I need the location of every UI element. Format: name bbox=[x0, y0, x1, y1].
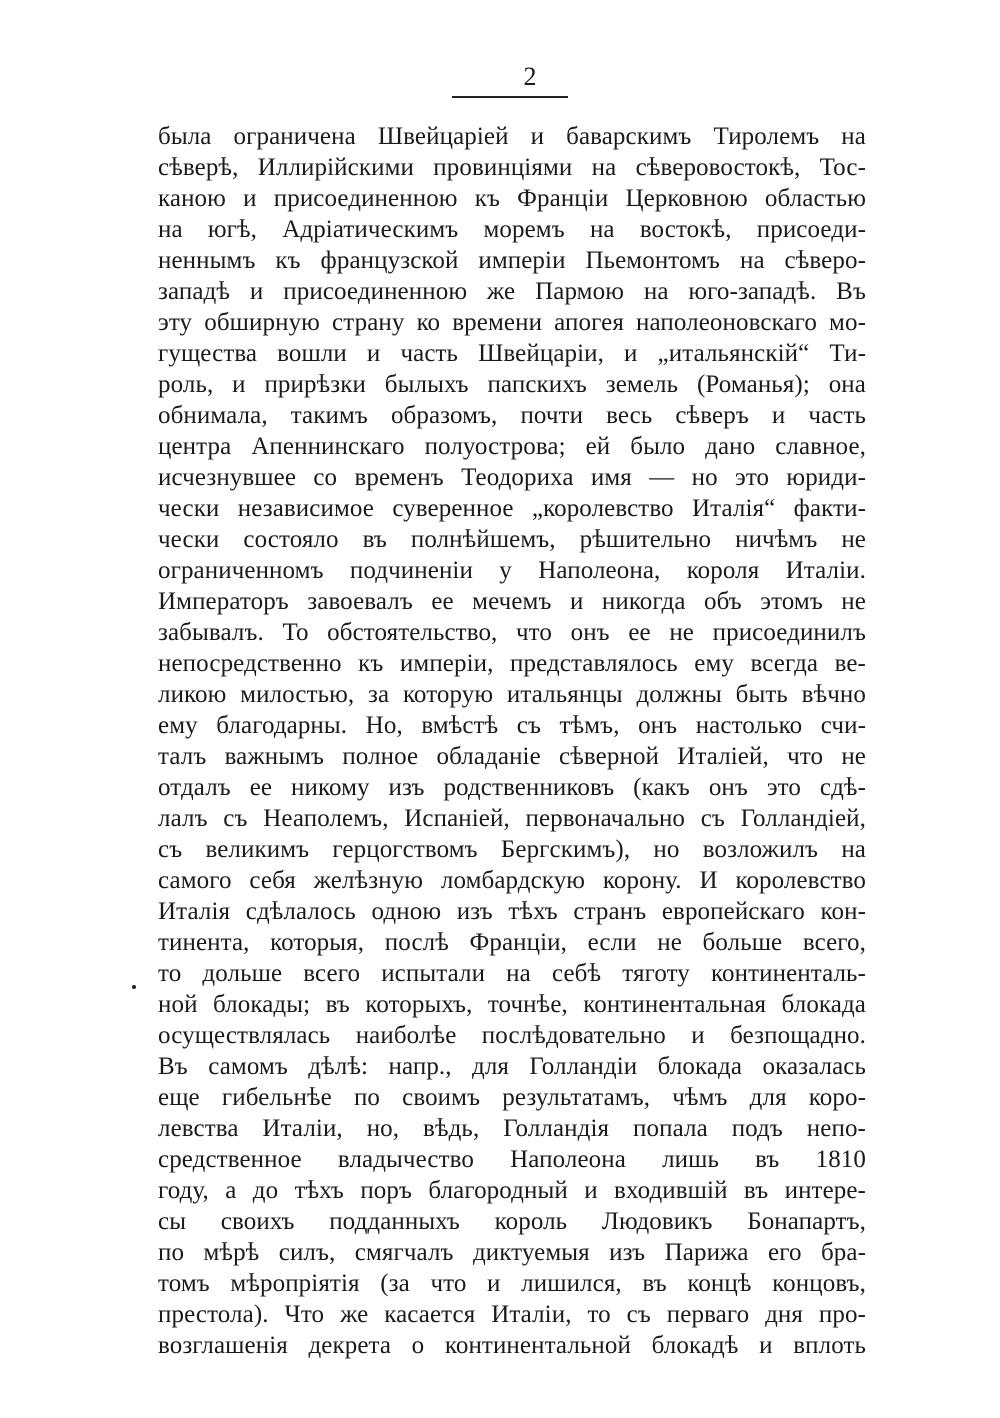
text-line: съ великимъ герцогствомъ Бергскимъ), но возложилъ на bbox=[158, 836, 866, 863]
text-line: осуществлялась наиболѣе послѣдовательно и безпощадно. bbox=[158, 1022, 866, 1049]
text-line: была ограничена Швейцаріей и баварскимъ Тиролемъ на bbox=[158, 123, 866, 150]
page-number-rule bbox=[452, 96, 568, 98]
text-line: то дольше всего испытали на себѣ тяготу континенталь- bbox=[158, 960, 866, 987]
text-line: обнимала, такимъ образомъ, почти весь сѣверъ и часть bbox=[158, 402, 866, 429]
text-line: сѣверѣ, Иллирійскими провинціями на сѣверовостокѣ, Тос- bbox=[158, 154, 866, 181]
text-line: Въ самомъ дѣлѣ: напр., для Голландіи блокада оказалась bbox=[158, 1053, 866, 1080]
text-line: центра Апеннинскаго полуострова; ей было дано славное, bbox=[158, 433, 866, 460]
text-line: самого себя желѣзную ломбардскую корону. И королевство bbox=[158, 867, 866, 894]
text-line: неннымъ къ французской имперіи Пьемонтомъ на сѣверо- bbox=[158, 247, 866, 274]
text-line: еще гибельнѣе по своимъ результатамъ, чѣмъ для коро- bbox=[158, 1084, 866, 1111]
text-line: по мѣрѣ силъ, смягчалъ диктуемыя изъ Парижа его бра- bbox=[158, 1239, 866, 1266]
text-line: западѣ и присоединенною же Пармою на юго-западѣ. Въ bbox=[158, 278, 866, 305]
text-line: левства Италіи, но, вѣдь, Голландія попала подъ непо- bbox=[158, 1115, 866, 1142]
text-line: Италія сдѣлалось одною изъ тѣхъ странъ европейскаго кон- bbox=[158, 898, 866, 925]
text-line: Императоръ завоевалъ ее мечемъ и никогда объ этомъ не bbox=[158, 588, 866, 615]
margin-dot bbox=[132, 985, 136, 989]
text-line: средственное владычество Наполеона лишь въ 1810 bbox=[158, 1146, 866, 1173]
text-line: чески независимое суверенное „королевство Италія“ факти- bbox=[158, 495, 866, 522]
text-line: забывалъ. То обстоятельство, что онъ ее не присоединилъ bbox=[158, 619, 866, 646]
text-line: тинента, которыя, послѣ Франціи, если не больше всего, bbox=[158, 929, 866, 956]
text-line: эту обширную страну ко времени апогея наполеоновскаго мо- bbox=[158, 309, 866, 336]
text-line: томъ мѣропріятія (за что и лишился, въ концѣ концовъ, bbox=[158, 1270, 866, 1297]
text-line: отдалъ ее никому изъ родственниковъ (какъ онъ это сдѣ- bbox=[158, 774, 866, 801]
text-line: ликою милостью, за которую итальянцы должны быть вѣчно bbox=[158, 681, 866, 708]
text-line: лалъ съ Неаполемъ, Испаніей, первоначально съ Голландіей, bbox=[158, 805, 866, 832]
text-line: каною и присоединенною къ Франціи Церковною областью bbox=[158, 185, 866, 212]
page-number: 2 bbox=[523, 62, 537, 91]
text-line: престола). Что же касается Италіи, то съ перваго дня про- bbox=[158, 1301, 866, 1328]
body-text bbox=[158, 121, 866, 1361]
text-line: ной блокады; въ которыхъ, точнѣе, континентальная блокада bbox=[158, 991, 866, 1018]
text-line: ему благодарны. Но, вмѣстѣ съ тѣмъ, онъ настолько счи- bbox=[158, 712, 866, 739]
text-line: гущества вошли и часть Швейцаріи, и „итальянскій“ Ти- bbox=[158, 340, 866, 367]
text-line: году, а до тѣхъ поръ благородный и входившій въ интере- bbox=[158, 1177, 866, 1204]
text-line: непосредственно къ имперіи, представлялось ему всегда ве- bbox=[158, 650, 866, 677]
text-line: исчезнувшее со временъ Теодориха имя — но это юриди- bbox=[158, 464, 866, 491]
text-line: талъ важнымъ полное обладаніе сѣверной Италіей, что не bbox=[158, 743, 866, 770]
text-line: ограниченномъ подчиненіи у Наполеона, короля Италіи. bbox=[158, 557, 866, 584]
text-line: возглашенія декрета о континентальной блокадѣ и вплоть bbox=[158, 1332, 866, 1359]
text-line: на югѣ, Адріатическимъ моремъ на востокѣ, присоеди- bbox=[158, 216, 866, 243]
text-line: роль, и прирѣзки былыхъ папскихъ земель (Романья); она bbox=[158, 371, 866, 398]
text-line: сы своихъ подданныхъ король Людовикъ Бонапартъ, bbox=[158, 1208, 866, 1235]
text-line: чески состояло въ полнѣйшемъ, рѣшительно ничѣмъ не bbox=[158, 526, 866, 553]
